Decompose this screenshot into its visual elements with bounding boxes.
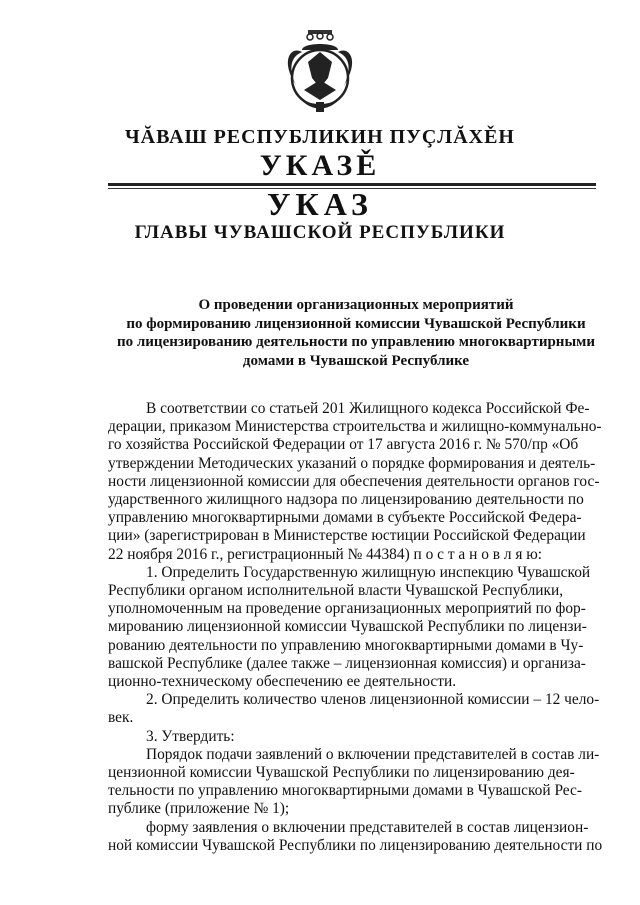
body-line: го хозяйства Российской Федерации от 17 августа 2016 г. № 570/пр «Об <box>108 436 579 454</box>
body-line: 22 ноября 2016 г., регистрационный № 44384) п о с т а н о в л я ю: <box>108 545 543 563</box>
document-title <box>96 296 616 370</box>
body-line: тельности по управлению многоквартирными домами в Чувашской Рес- <box>108 782 582 800</box>
body-line: век. <box>108 709 134 727</box>
body-line: управлению многоквартирными домами в субъекте Российской Федера- <box>108 509 582 527</box>
body-line: ционно-техническому обеспечению ее деятельности. <box>108 673 457 691</box>
header-glavy: ГЛАВЫ ЧУВАШСКОЙ РЕСПУБЛИКИ <box>134 222 506 243</box>
header-chuvash-ukaze: УКАЗĚ <box>259 149 381 182</box>
body-line: публике (приложение № 1); <box>108 800 290 818</box>
body-line: ной комиссии Чувашской Республики по лицензированию деятельности по <box>108 836 603 854</box>
body-line: ции» (зарегистрирован в Министерстве юстиции Российской Федерации <box>108 527 586 545</box>
body-line: вашской Республике (далее также – лицензионная комиссия) и организа- <box>108 654 586 672</box>
body-line: Республики органом исполнительной власти Чувашской Республики, <box>108 582 564 600</box>
body-line: мированию лицензионной комиссии Чувашской Республики по лицензи- <box>108 618 587 636</box>
header-ukaz: УКАЗ <box>267 186 373 222</box>
body-line: утверждении Методических указаний о порядке формирования и деятель- <box>108 454 596 472</box>
title-line: по лицензированию деятельности по управлению многоквартирными <box>116 334 596 350</box>
body-line: 3. Утвердить: <box>146 727 235 745</box>
document-body <box>108 400 603 855</box>
body-line: 1. Определить Государственную жилищную инспекцию Чувашской <box>146 563 591 581</box>
emblem-icon <box>278 28 362 116</box>
body-line: ударственного жилищного надзора по лицензированию деятельности по <box>108 491 584 509</box>
title-line: О проведении организационных мероприятий <box>198 297 514 313</box>
body-line: 2. Определить количество членов лицензионной комиссии – 12 чело- <box>146 691 600 709</box>
body-line: рованию деятельности по управлению многоквартирными домами в Чу- <box>108 636 584 654</box>
body-line: цензионной комиссии Чувашской Республики по лицензированию дея- <box>108 764 575 782</box>
body-line: Порядок подачи заявлений о включении представителей в состав ли- <box>146 745 600 763</box>
body-line: В соответствии со статьей 201 Жилищного кодекса Российской Фе- <box>146 400 590 417</box>
body-line: уполномоченным на проведение организационных мероприятий по фор- <box>108 600 586 618</box>
title-line: по формированию лицензионной комиссии Чувашской Республики <box>126 315 586 332</box>
body-line: ности лицензионной комиссии для обеспечения деятельности органов гос- <box>108 472 600 490</box>
body-line: дерации, приказом Министерства строительства и жилищно-коммунально- <box>108 418 602 436</box>
title-line: домами в Чувашской Республике <box>242 352 470 369</box>
header-chuvash-line: ЧĂВАШ РЕСПУБЛИКИН ПУÇЛĂХĚН <box>124 126 515 148</box>
body-line: форму заявления о включении представителей в состав лицензион- <box>146 818 589 836</box>
